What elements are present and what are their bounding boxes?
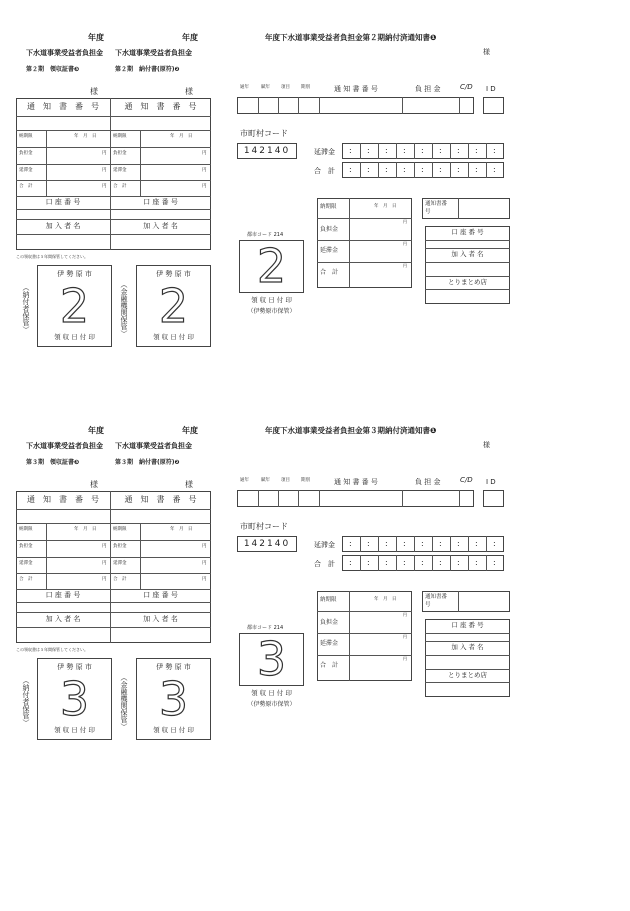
digit-cell-colon: : bbox=[421, 146, 424, 155]
bank-info-box bbox=[425, 619, 510, 697]
left-row-unit: 円 bbox=[102, 577, 107, 582]
middle-row-unit: 円 bbox=[202, 577, 207, 582]
digit-cell-colon: : bbox=[403, 165, 406, 174]
digit-cell-divider bbox=[360, 143, 361, 159]
entaikin2-label: 延滞金 bbox=[320, 640, 339, 647]
digit-cell-colon: : bbox=[385, 146, 388, 155]
nouki-label: 納期限 bbox=[320, 204, 337, 210]
left-side-label: （納付者保管） bbox=[22, 677, 30, 726]
digit-cell-colon: : bbox=[457, 146, 460, 155]
left-row-label: 納期限 bbox=[19, 134, 33, 139]
payment-sheet-period-3 bbox=[0, 393, 630, 793]
middle-sama: 様 bbox=[185, 480, 193, 489]
left-tsuuchi-no-header: 通 知 書 番 号 bbox=[27, 102, 99, 111]
digit-cell-divider bbox=[486, 162, 487, 178]
digit-cell-colon: : bbox=[349, 146, 352, 155]
header-cd: C/D bbox=[460, 83, 473, 91]
middle-stamp-label: 領 収 日 付 印 bbox=[153, 333, 194, 341]
middle-period-digit: 2 bbox=[158, 279, 189, 333]
digit-cell-colon: : bbox=[385, 539, 388, 548]
digit-cell-divider bbox=[432, 162, 433, 178]
yen-unit: 円 bbox=[403, 612, 407, 617]
futankin-label: 負担金 bbox=[320, 226, 339, 233]
header-funen: 賦年 bbox=[261, 85, 270, 90]
left-row-label: 延滞金 bbox=[19, 168, 33, 173]
middle-row-unit: 円 bbox=[202, 561, 207, 566]
middle-title: 下水道事業受益者負担金 bbox=[115, 49, 192, 57]
retention-note: この領収書は５年間保管してください。 bbox=[16, 647, 88, 652]
bank-info-box bbox=[425, 226, 510, 304]
digit-cell-colon: : bbox=[439, 558, 442, 567]
futankin-label: 負担金 bbox=[320, 619, 339, 626]
digit-cell-colon: : bbox=[403, 146, 406, 155]
digit-cell-colon: : bbox=[475, 558, 478, 567]
middle-row-unit: 円 bbox=[202, 544, 207, 549]
middle-row-label: 合 計 bbox=[113, 184, 127, 189]
left-title: 下水道事業受益者負担金 bbox=[26, 49, 103, 57]
left-row-unit: 円 bbox=[102, 151, 107, 156]
left-sama: 様 bbox=[90, 87, 98, 96]
middle-nendo: 年度 bbox=[182, 33, 198, 42]
koza-label: 口 座 番 号 bbox=[451, 621, 484, 629]
tsuuchi-no-label: 通知書番 号 bbox=[425, 594, 453, 608]
digit-cell-divider bbox=[450, 536, 451, 552]
city-code-small: 都市コード 214 bbox=[247, 625, 284, 631]
digit-cell-divider bbox=[396, 536, 397, 552]
digit-cell-divider bbox=[450, 162, 451, 178]
middle-koza-label: 口 座 番 号 bbox=[143, 591, 178, 599]
entaikin-label: 延滞金 bbox=[314, 541, 335, 549]
digit-cell-divider bbox=[414, 555, 415, 571]
digit-cell-colon: : bbox=[493, 558, 496, 567]
digit-cell-colon: : bbox=[457, 558, 460, 567]
code-row bbox=[237, 490, 474, 507]
left-period-digit: 3 bbox=[59, 672, 90, 726]
goukei-label: 合 計 bbox=[314, 167, 335, 175]
digit-cell-divider bbox=[378, 555, 379, 571]
middle-row-label: 合 計 bbox=[113, 577, 127, 582]
middle-row-unit: 円 bbox=[202, 184, 207, 189]
digit-cell-divider bbox=[414, 143, 415, 159]
goukei2-label: 合 計 bbox=[320, 269, 339, 276]
digit-cell-colon: : bbox=[349, 558, 352, 567]
digit-cell-colon: : bbox=[493, 165, 496, 174]
digit-cell-colon: : bbox=[475, 165, 478, 174]
middle-row-label: 負担金 bbox=[113, 151, 127, 156]
left-row-label: 延滞金 bbox=[19, 561, 33, 566]
left-city-name: 伊 勢 原 市 bbox=[57, 270, 92, 278]
middle-receipt-label: 第３期 納付書(原符)❷ bbox=[115, 459, 180, 466]
digit-cell-colon: : bbox=[367, 558, 370, 567]
middle-stamp-label: 領 収 日 付 印 bbox=[153, 726, 194, 734]
header-id: I D bbox=[486, 85, 496, 93]
digit-cell-divider bbox=[450, 555, 451, 571]
nouki-unit: 年 月 日 bbox=[374, 597, 397, 602]
digit-cell-divider bbox=[378, 162, 379, 178]
left-koza-label: 口 座 番 号 bbox=[45, 591, 81, 599]
left-row-unit: 円 bbox=[102, 544, 107, 549]
digit-cell-divider bbox=[360, 555, 361, 571]
tsuuchi-no-label: 通知書番 号 bbox=[425, 201, 453, 215]
nouki-unit: 年 月 日 bbox=[374, 204, 397, 209]
header-kibetsu: 期別 bbox=[301, 85, 310, 90]
digit-cell-colon: : bbox=[421, 539, 424, 548]
goukei2-label: 合 計 bbox=[320, 662, 339, 669]
digit-cell-divider bbox=[450, 143, 451, 159]
middle-row-label: 延滞金 bbox=[113, 561, 127, 566]
middle-row-label: 納期限 bbox=[113, 134, 127, 139]
right-period-digit: 3 bbox=[256, 632, 287, 686]
middle-kanyu-label: 加 入 者 名 bbox=[143, 615, 178, 623]
left-koza-label: 口 座 番 号 bbox=[45, 198, 81, 206]
left-tsuuchi-no-header: 通 知 書 番 号 bbox=[27, 495, 99, 504]
right-stamp-label: 領 収 日 付 印 bbox=[251, 689, 292, 697]
left-period-digit: 2 bbox=[59, 279, 90, 333]
digit-cell-divider bbox=[360, 162, 361, 178]
digit-cell-colon: : bbox=[493, 539, 496, 548]
middle-city-name: 伊 勢 原 市 bbox=[156, 663, 191, 671]
digit-cell-colon: : bbox=[403, 539, 406, 548]
left-row-label: 負担金 bbox=[19, 151, 33, 156]
digit-cell-divider bbox=[486, 143, 487, 159]
goukei-label: 合 計 bbox=[314, 560, 335, 568]
digit-cell-divider bbox=[396, 555, 397, 571]
city-code-value: 142140 bbox=[243, 146, 291, 156]
left-row-unit: 円 bbox=[102, 561, 107, 566]
left-stamp-label: 領 収 日 付 印 bbox=[54, 726, 95, 734]
left-stamp-label: 領 収 日 付 印 bbox=[54, 333, 95, 341]
digit-cell-colon: : bbox=[385, 165, 388, 174]
middle-row-unit: 円 bbox=[202, 168, 207, 173]
digit-cell-divider bbox=[468, 536, 469, 552]
left-kanyu-label: 加 入 者 名 bbox=[45, 615, 81, 623]
middle-tsuuchi-no-header: 通 知 書 番 号 bbox=[124, 495, 197, 504]
digit-cell-colon: : bbox=[367, 165, 370, 174]
digit-cell-colon: : bbox=[367, 539, 370, 548]
digit-cell-colon: : bbox=[493, 146, 496, 155]
digit-cell-divider bbox=[432, 143, 433, 159]
digit-cell-divider bbox=[486, 536, 487, 552]
header-futankin: 負 担 金 bbox=[415, 85, 441, 93]
left-receipt-label: 第３期 領収証書❸ bbox=[26, 459, 80, 466]
digit-cell-colon: : bbox=[457, 165, 460, 174]
right-period-digit: 2 bbox=[256, 239, 287, 293]
digit-cell-divider bbox=[414, 536, 415, 552]
middle-city-name: 伊 勢 原 市 bbox=[156, 270, 191, 278]
right-sama: 様 bbox=[483, 48, 490, 56]
left-row-label: 納期限 bbox=[19, 527, 33, 532]
digit-cell-colon: : bbox=[349, 539, 352, 548]
digit-cell-colon: : bbox=[457, 539, 460, 548]
digit-cell-colon: : bbox=[403, 558, 406, 567]
left-row-unit: 円 bbox=[102, 184, 107, 189]
header-kibetsu: 期別 bbox=[301, 478, 310, 483]
middle-tsuuchi-no-header: 通 知 書 番 号 bbox=[124, 102, 197, 111]
digit-cell-divider bbox=[378, 536, 379, 552]
left-title: 下水道事業受益者負担金 bbox=[26, 442, 103, 450]
digit-cell-colon: : bbox=[385, 558, 388, 567]
digit-cell-divider bbox=[360, 536, 361, 552]
right-title: 年度下水道事業受益者負担金第２期納付済通知書❶ bbox=[265, 33, 437, 42]
kanyu-label: 加 入 者 名 bbox=[451, 250, 484, 258]
left-row-unit: 年 月 日 bbox=[74, 134, 97, 139]
id-box bbox=[483, 97, 504, 114]
header-id: I D bbox=[486, 478, 496, 486]
digit-cell-colon: : bbox=[439, 539, 442, 548]
digit-cell-divider bbox=[468, 162, 469, 178]
koza-label: 口 座 番 号 bbox=[451, 228, 484, 236]
middle-koza-label: 口 座 番 号 bbox=[143, 198, 178, 206]
middle-period-digit: 3 bbox=[158, 672, 189, 726]
digit-cell-colon: : bbox=[421, 558, 424, 567]
digit-cell-divider bbox=[468, 143, 469, 159]
middle-sama: 様 bbox=[185, 87, 193, 96]
yen-unit: 円 bbox=[403, 241, 407, 246]
city-code-small: 都市コード 214 bbox=[247, 232, 284, 238]
header-tsuunen: 通年 bbox=[240, 85, 249, 90]
left-city-name: 伊 勢 原 市 bbox=[57, 663, 92, 671]
right-sama: 様 bbox=[483, 441, 490, 449]
keep-label: （伊勢原市保管） bbox=[247, 701, 296, 708]
digit-cell-colon: : bbox=[439, 146, 442, 155]
middle-row-label: 負担金 bbox=[113, 544, 127, 549]
torimatome-label: とりまとめ店 bbox=[448, 671, 487, 679]
digit-cell-divider bbox=[486, 555, 487, 571]
digit-cell-colon: : bbox=[475, 146, 478, 155]
code-row bbox=[237, 97, 474, 114]
left-sama: 様 bbox=[90, 480, 98, 489]
middle-row-label: 延滞金 bbox=[113, 168, 127, 173]
kanyu-label: 加 入 者 名 bbox=[451, 643, 484, 651]
left-row-unit: 年 月 日 bbox=[74, 527, 97, 532]
digit-cell-divider bbox=[468, 555, 469, 571]
header-koumoku: 項目 bbox=[281, 85, 290, 90]
digit-cell-colon: : bbox=[367, 146, 370, 155]
yen-unit: 円 bbox=[403, 263, 407, 268]
id-box bbox=[483, 490, 504, 507]
middle-row-label: 納期限 bbox=[113, 527, 127, 532]
city-code-value: 142140 bbox=[243, 539, 291, 549]
middle-row-unit: 年 月 日 bbox=[170, 527, 193, 532]
header-koumoku: 項目 bbox=[281, 478, 290, 483]
yen-unit: 円 bbox=[403, 219, 407, 224]
left-kanyu-label: 加 入 者 名 bbox=[45, 222, 81, 230]
middle-side-label: （金融機関保管） bbox=[120, 674, 128, 730]
retention-note: この領収書は５年間保管してください。 bbox=[16, 254, 88, 259]
digit-cell-colon: : bbox=[475, 539, 478, 548]
middle-title: 下水道事業受益者負担金 bbox=[115, 442, 192, 450]
left-nendo: 年度 bbox=[88, 33, 104, 42]
middle-row-unit: 円 bbox=[202, 151, 207, 156]
torimatome-label: とりまとめ店 bbox=[448, 278, 487, 286]
header-funen: 賦年 bbox=[261, 478, 270, 483]
entaikin-label: 延滞金 bbox=[314, 148, 335, 156]
digit-cell-colon: : bbox=[439, 165, 442, 174]
left-side-label: （納付者保管） bbox=[22, 284, 30, 333]
middle-nendo: 年度 bbox=[182, 426, 198, 435]
city-code-label: 市町村コード bbox=[240, 522, 288, 531]
header-futankin: 負 担 金 bbox=[415, 478, 441, 486]
digit-cell-divider bbox=[396, 162, 397, 178]
digit-cell-divider bbox=[396, 143, 397, 159]
header-cd: C/D bbox=[460, 476, 473, 484]
middle-receipt-label: 第２期 納付書(原符)❷ bbox=[115, 66, 180, 73]
yen-unit: 円 bbox=[403, 656, 407, 661]
left-nendo: 年度 bbox=[88, 426, 104, 435]
middle-row-unit: 年 月 日 bbox=[170, 134, 193, 139]
header-tsuuchi-no: 通 知 書 番 号 bbox=[334, 85, 378, 93]
digit-cell-colon: : bbox=[349, 165, 352, 174]
city-code-label: 市町村コード bbox=[240, 129, 288, 138]
middle-kanyu-label: 加 入 者 名 bbox=[143, 222, 178, 230]
digit-cell-colon: : bbox=[421, 165, 424, 174]
yen-unit: 円 bbox=[403, 634, 407, 639]
right-title: 年度下水道事業受益者負担金第３期納付済通知書❶ bbox=[265, 426, 437, 435]
payment-sheet-period-2 bbox=[0, 0, 630, 400]
header-tsuunen: 通年 bbox=[240, 478, 249, 483]
keep-label: （伊勢原市保管） bbox=[247, 308, 296, 315]
left-receipt-label: 第２期 領収証書❸ bbox=[26, 66, 80, 73]
digit-cell-divider bbox=[432, 555, 433, 571]
right-stamp-label: 領 収 日 付 印 bbox=[251, 296, 292, 304]
digit-cell-divider bbox=[378, 143, 379, 159]
digit-cell-divider bbox=[414, 162, 415, 178]
left-row-label: 合 計 bbox=[19, 184, 33, 189]
middle-side-label: （金融機関保管） bbox=[120, 281, 128, 337]
digit-cell-divider bbox=[432, 536, 433, 552]
nouki-label: 納期限 bbox=[320, 597, 337, 603]
left-row-label: 負担金 bbox=[19, 544, 33, 549]
left-row-unit: 円 bbox=[102, 168, 107, 173]
entaikin2-label: 延滞金 bbox=[320, 247, 339, 254]
left-row-label: 合 計 bbox=[19, 577, 33, 582]
header-tsuuchi-no: 通 知 書 番 号 bbox=[334, 478, 378, 486]
